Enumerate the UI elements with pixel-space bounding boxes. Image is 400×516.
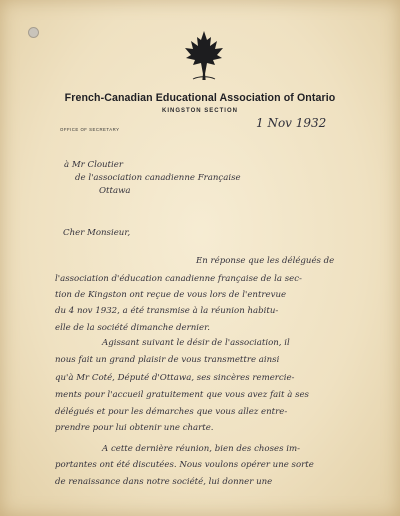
body-line: Agissant suivant le désir de l'association, il [102,338,290,348]
address-line: de l'association canadienne Française [75,173,241,183]
body-line: nous fait un grand plaisir de vous transmettre ainsi [55,355,280,365]
maple-leaf-icon [183,30,225,82]
letter-date: 1 Nov 1932 [256,116,327,130]
office-label: OFFICE OF SECRETARY [60,127,120,132]
address-line: à Mr Cloutier [64,160,123,170]
body-line: qu'à Mr Coté, Député d'Ottawa, ses sincères remercie- [55,373,295,383]
punch-hole [28,27,39,38]
body-line: de renaissance dans notre société, lui donner une [55,477,273,487]
body-line: A cette dernière réunion, bien des choses im- [102,444,301,454]
address-line: Ottawa [99,186,131,196]
body-line: portantes ont été discutées. Nous voulons opérer une sorte [55,460,314,470]
body-line: du 4 nov 1932, a été transmise à la réunion habitu- [55,306,279,316]
body-line: En réponse que les délégués de [196,256,335,266]
body-line: ments pour l'accueil gratuitement que vous avez fait à ses [55,390,309,400]
body-line: délégués et pour les démarches que vous allez entre- [55,407,288,417]
body-line: l'association d'éducation canadienne française de la sec- [55,274,302,284]
body-line: elle de la société dimanche dernier. [55,323,211,333]
organization-name: French-Canadian Educational Association of Ontario [64,92,336,104]
body-line: tion de Kingston ont reçue de vous lors de l'entrevue [55,290,287,300]
body-line: prendre pour lui obtenir une charte. [55,423,214,433]
salutation: Cher Monsieur, [63,228,131,238]
section-name: KINGSTON SECTION [162,108,238,114]
